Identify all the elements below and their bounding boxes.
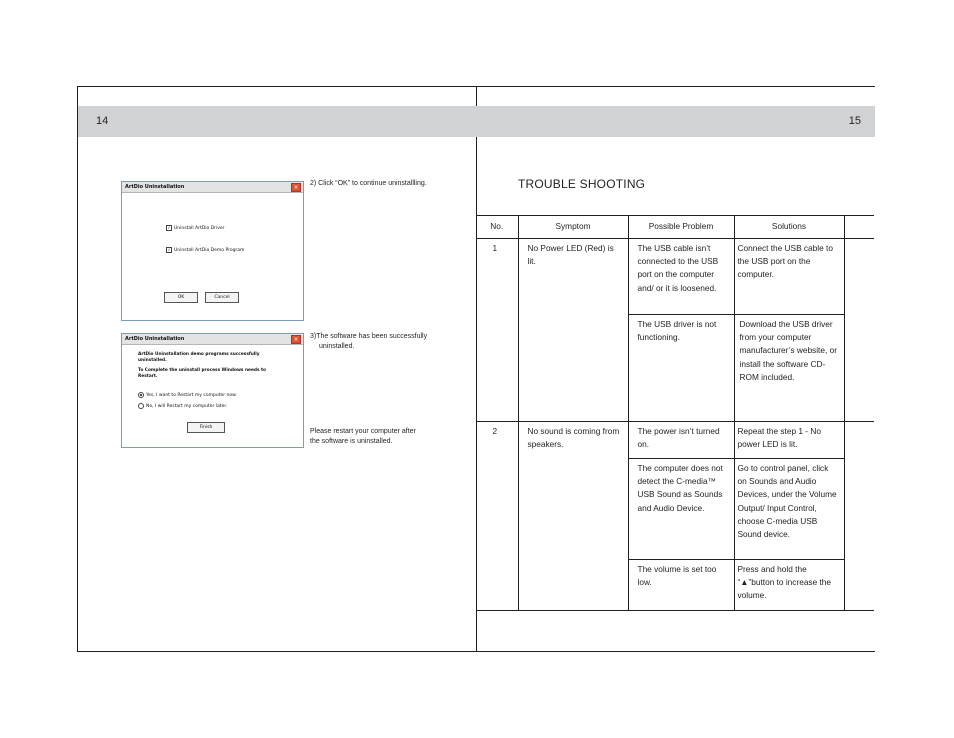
- column-header: Solutions: [734, 216, 844, 239]
- checkbox-check-icon: ✓: [167, 225, 171, 230]
- blank-header-cell: [844, 216, 874, 239]
- column-header: No.: [476, 216, 518, 239]
- solution-cell: Press and hold the “▲”button to increase the volume.: [734, 560, 844, 611]
- dialog-titlebar: [122, 182, 303, 193]
- solution-cell: Connect the USB cable to the USB port on the computer.: [734, 239, 844, 315]
- manual-spread: [77, 86, 875, 652]
- symptom-cell: No Power LED (Red) is lit.: [518, 239, 628, 422]
- checkbox-label: Uninstall ArtDio Driver: [174, 225, 225, 231]
- cancel-button[interactable]: Cancel: [205, 292, 239, 303]
- solution-cell: Go to control panel, click on Sounds and Audio Devices, under the Volume Output/ Input Control, choose C-media USB Sound device.: [734, 459, 844, 560]
- section-heading: TROUBLE SHOOTING: [518, 177, 646, 191]
- problem-cell: The volume is set too low.: [628, 560, 734, 611]
- symptom-cell: No sound is coming from speakers.: [518, 422, 628, 611]
- step3-text: 3)The software has been successfully: [310, 333, 428, 340]
- header-band: [476, 106, 875, 137]
- restart-now-radio[interactable]: [138, 392, 237, 398]
- close-icon[interactable]: ×: [291, 183, 301, 192]
- uninstall-driver-checkbox[interactable]: [166, 225, 224, 231]
- radio-selected-icon: [138, 392, 144, 398]
- table-header-row: [476, 216, 874, 239]
- dialog-body: [122, 193, 303, 320]
- uninstall-complete-dialog-screenshot: [121, 333, 304, 448]
- restart-note: Please restart your computer after: [310, 428, 416, 435]
- problem-cell: The computer does not detect the C-media™ USB Sound as Sounds and Audio Device.: [628, 459, 734, 560]
- dialog-message: ArtDio Uninstallation demo programs successfully: [138, 352, 260, 357]
- page-left: [77, 87, 477, 651]
- radio-label: No, I will Restart my computer later.: [146, 403, 228, 409]
- page-number: 15: [848, 115, 861, 127]
- row-number: 1: [476, 239, 518, 422]
- solution-cell: Repeat the step 1 - No power LED is lit.: [734, 422, 844, 459]
- column-header: Possible Problem: [628, 216, 734, 239]
- ok-button[interactable]: OK: [164, 292, 198, 303]
- radio-label: Yes, I want to Restart my computer now.: [146, 392, 237, 398]
- radio-unselected-icon: [138, 403, 144, 409]
- header-band: [78, 106, 476, 137]
- dialog-message: Restart.: [138, 374, 158, 379]
- step2-text: 2) Click “OK” to continue uninstallling.: [310, 180, 427, 187]
- dialog-titlebar: [122, 334, 303, 345]
- table-row: [476, 422, 874, 459]
- dialog-body: [122, 345, 303, 447]
- solution-cell: Download the USB driver from your computer manufacturer’s website, or install the software CD-ROM included.: [734, 315, 844, 422]
- dialog-title: ArtDio Uninstallation: [125, 184, 185, 190]
- dialog-message: To Complete the uninstall process Windows needs to: [138, 368, 267, 373]
- dialog-message: uninstalled.: [138, 358, 167, 363]
- restart-later-radio[interactable]: [138, 403, 227, 409]
- troubleshooting-table: [476, 215, 874, 611]
- finish-button[interactable]: Finish: [187, 422, 225, 433]
- checkbox-label: Uninstall ArtDio Demo Program: [174, 247, 245, 253]
- row-number: 2: [476, 422, 518, 611]
- problem-cell: The USB driver is not functioning.: [628, 315, 734, 422]
- uninstall-demo-checkbox[interactable]: [166, 247, 244, 253]
- checkbox-check-icon: ✓: [167, 247, 171, 252]
- dialog-title: ArtDio Uninstallation: [125, 336, 185, 342]
- restart-note: the software is uninstalled.: [310, 438, 393, 445]
- uninstall-dialog-screenshot: [121, 181, 304, 321]
- column-header: Symptom: [518, 216, 628, 239]
- page-number: 14: [96, 115, 109, 127]
- problem-cell: The power isn’t turned on.: [628, 422, 734, 459]
- problem-cell: The USB cable isn’t connected to the USB port on the computer and/ or it is loosened.: [628, 239, 734, 315]
- blank-cell: [844, 239, 874, 422]
- step3-text: uninstalled.: [319, 343, 355, 350]
- page-right: [476, 87, 875, 651]
- table-row: [476, 239, 874, 315]
- close-icon[interactable]: ×: [291, 335, 301, 344]
- blank-cell: [844, 422, 874, 611]
